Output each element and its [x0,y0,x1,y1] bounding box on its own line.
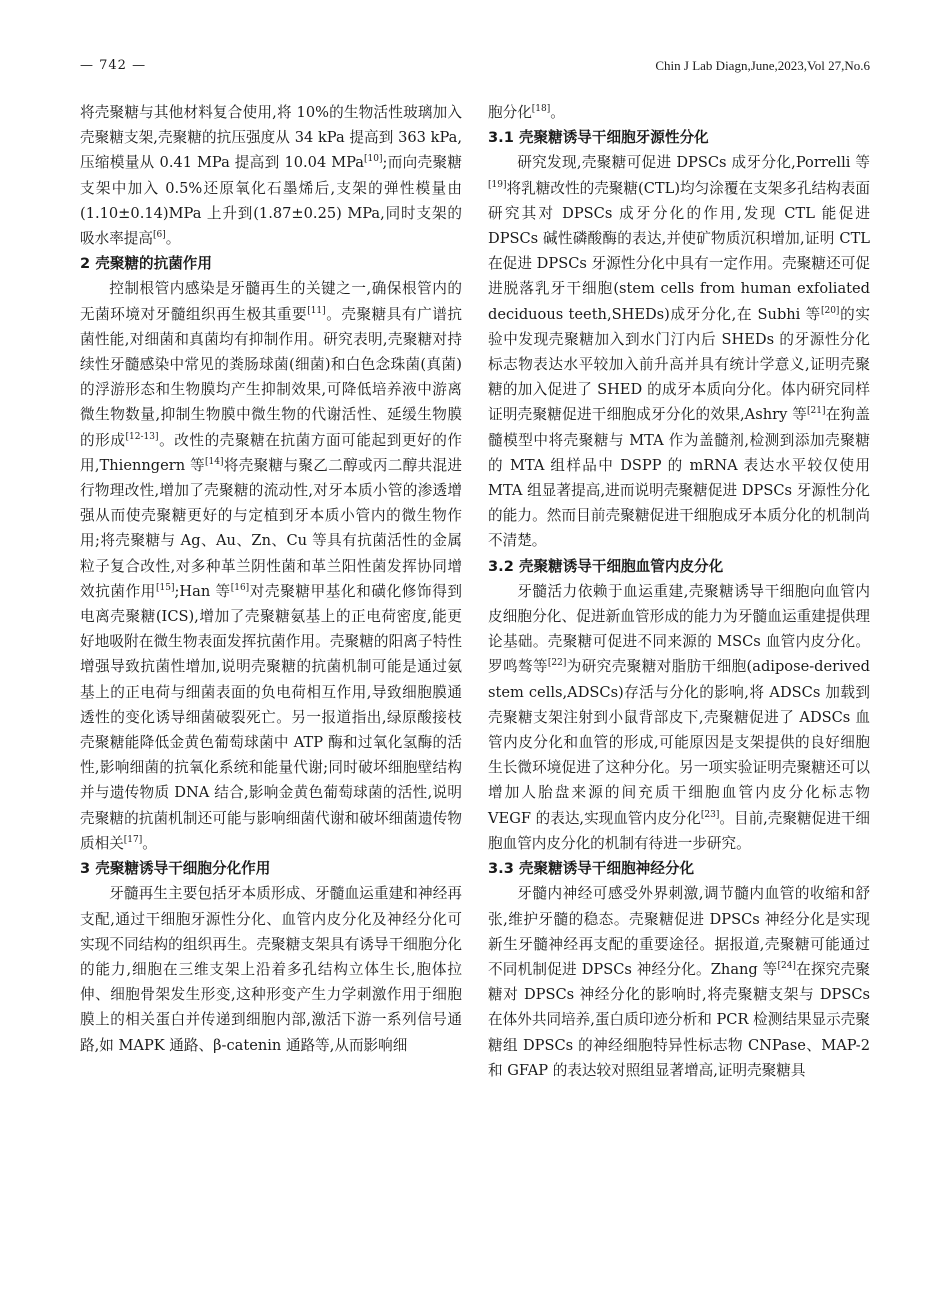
citation-ref[interactable]: [17] [123,835,143,846]
paragraph-differentiation: 牙髓再生主要包括牙本质形成、牙髓血运重建和神经再支配,通过干细胞牙源性分化、血管内皮分化及神经分化可实现不同结构的组织再生。壳聚糖支架具有诱导干细胞分化的能力,细胞在三维支架上沿着多孔结构立体生长,胞体拉伸、细胞骨架发生形变,这种形变产生力学刺激作用于细胞膜上的相关蛋白并传递到细胞内部,激活下游一系列信号通路,如 MAPK 通路、β-catenin 通路等,从而影响细 [80,885,462,1054]
paragraph-odontogenic: 研究发现,壳聚糖可促进 DPSCs 成牙分化,Porrelli 等[19]将乳糖改性的壳聚糖(CTL)均匀涂覆在支架多孔结构表面研究其对 DPSCs 成牙分化的作用,发现 CTL 能促进 DPSCs 碱性磷酸酶的表达,并使矿物质沉积增加,证明 CTL 在促进 DPSCs 牙源性分化中具有一定作用。壳聚糖还可促进脱落乳牙干细胞(stem cells from human exfoliated deciduous teeth,SHEDs)成牙分化,在 Subhi 等[20]的实验中发现壳聚糖加入到水门汀内后 SHEDs 的牙源性分化标志物表达水平较加入前升高并具有统计学意义,证明壳聚糖的加入促进了 SHED 的成牙本质向分化。体内研究同样证明壳聚糖促进干细胞成牙分化的效果,Ashry 等[21]在狗盖髓模型中将壳聚糖与 MTA 作为盖髓剂,检测到添加壳聚糖的 MTA 组样品中 DSPP 的 mRNA 表达水平较仅使用 MTA 组显著提高,进而说明壳聚糖促进 DPSCs 牙源性分化的能力。然而目前壳聚糖促进干细胞成牙本质分化的机制尚不清楚。 [488,154,870,550]
citation-ref[interactable]: [24] [777,961,796,972]
citation-ref[interactable]: [18] [531,104,551,115]
running-header [80,58,870,80]
journal-citation: Chin J Lab Diagn,June,2023,Vol 27,No.6 [655,58,870,73]
paragraph-endothelial: 牙髓活力依赖于血运重建,壳聚糖诱导干细胞向血管内皮细胞分化、促进新血管形成的能力为牙髓血运重建提供理论基础。壳聚糖可促进不同来源的 MSCs 血管内皮分化。罗鸣骜等[22]为研究壳聚糖对脂肪干细胞(adipose-derived stem cells,ADSCs)存活与分化的影响,将 ADSCs 加载到壳聚糖支架注射到小鼠背部皮下,壳聚糖促进了 ADSCs 血管内皮分化和血管的形成,可能原因是支架提供的良好细胞生长微环境促进了这种分化。另一项实验证明壳聚糖还可以增加人胎盘来源的间充质干细胞血管内皮分化标志物 VEGF 的表达,实现血管内皮分化[23]。目前,壳聚糖促进干细胞血管内皮分化的机制有待进一步研究。 [488,582,871,852]
paragraph-differentiation-end: 胞分化[18]。 [488,104,565,121]
citation-ref[interactable]: [20] [820,305,840,316]
citation-ref[interactable]: [6] [152,230,166,241]
citation-ref[interactable]: [21] [807,406,826,417]
citation-ref[interactable]: [12-13] [125,431,159,442]
section-heading-antibacterial: 2 壳聚糖的抗菌作用 [80,255,212,273]
citation-ref[interactable]: [22] [547,658,567,669]
paragraph-neural: 牙髓内神经可感受外界刺激,调节髓内血管的收缩和舒张,维护牙髓的稳态。壳聚糖促进 DPSCs 神经分化是实现新生牙髓神经再支配的重要途径。据报道,壳聚糖可能通过不同机制促进 DPSCs 神经分化。Zhang 等[24]在探究壳聚糖对 DPSCs 神经分化的影响时,将壳聚糖支架与 DPSCs 在体外共同培养,蛋白质印迹分析和 PCR 检测结果显示壳聚糖组 DPSCs 的神经细胞特异性标志物 CNPase、MAP-2 和 GFAP 的表达较对照组显著增高,证明壳聚糖具 [488,885,870,1079]
right-column [488,100,870,1083]
page-number: — 742 — [80,58,147,73]
citation-ref[interactable]: [16] [230,583,250,593]
left-column [80,100,462,1058]
citation-ref[interactable]: [15] [156,583,175,593]
subsection-heading-endothelial: 3.2 壳聚糖诱导干细胞血管内皮分化 [488,557,724,575]
citation-ref[interactable]: [19] [488,179,507,190]
citation-ref[interactable]: [23] [700,809,720,820]
subsection-heading-odontogenic: 3.1 壳聚糖诱导干细胞牙源性分化 [488,129,709,147]
section-heading-differentiation: 3 壳聚糖诱导干细胞分化作用 [80,860,271,878]
paragraph-antibacterial: 控制根管内感染是牙髓再生的关键之一,确保根管内的无菌环境对牙髓组织再生极其重要[11]。壳聚糖具有广谱抗菌性能,对细菌和真菌均有抑制作用。研究表明,壳聚糖对持续性牙髓感染中常见的粪肠球菌(细菌)和白色念珠菌(真菌)的浮游形态和生物膜均产生抑制效果,可降低培养液中游离微生物数量,抑制生物膜中微生物的代谢活性、延缓生物膜的形成[12-13]。改性的壳聚糖在抗菌方面可能起到更好的作用,Thienngern 等[14]将壳聚糖与聚乙二醇或丙二醇共混进行物理改性,增加了壳聚糖的流动性,对牙本质小管的渗透增强从而使壳聚糖更好的与定植到牙本质小管内的微生物作用;将壳聚糖与 Ag、Au、Zn、Cu 等具有抗菌活性的金属粒子复合改性,对多种革兰阴性菌和革兰阳性菌发挥协同增效抗菌作用[15];Han 等[16]对壳聚糖甲基化和磺化修饰得到电离壳聚糖(ICS),增加了壳聚糖氨基上的正电荷密度,能更好地吸附在微生物表面发挥抗菌作用。壳聚糖的阳离子特性增强导致抗菌性增加,说明壳聚糖的抗菌机制可能是通过氨基上的正电荷与细菌表面的负电荷相互作用,导致细胞膜通透性的变化诱导细菌破裂死亡。另一报道指出,绿原酸接枝壳聚糖能降低金黄色葡萄球菌中 ATP 酶和过氧化氢酶的活性,影响细菌的抗氧化系统和能量代谢;同时破坏细胞壁结构并与遗传物质 DNA 结合,影响金黄色葡萄球菌的活性,说明壳聚糖的抗菌机制还可能与影响细菌代谢和破坏细菌遗传物质相关[17]。 [80,280,462,852]
citation-ref[interactable]: [10] [364,154,383,165]
paragraph-materials-end: 将壳聚糖与其他材料复合使用,将 10%的生物活性玻璃加入壳聚糖支架,壳聚糖的抗压强度从 34 kPa 提高到 363 kPa,压缩模量从 0.41 MPa 提高到 10.04 MPa[10];而向壳聚糖支架中加入 0.5%还原氧化石墨烯后,支架的弹性模量由(1.10±0.14)MPa 上升到(1.87±0.25) MPa,同时支架的吸水率提高[6]。 [80,104,462,248]
citation-ref[interactable]: [11] [307,305,326,316]
citation-ref[interactable]: [14] [205,456,224,467]
subsection-heading-neural: 3.3 壳聚糖诱导干细胞神经分化 [488,860,695,878]
